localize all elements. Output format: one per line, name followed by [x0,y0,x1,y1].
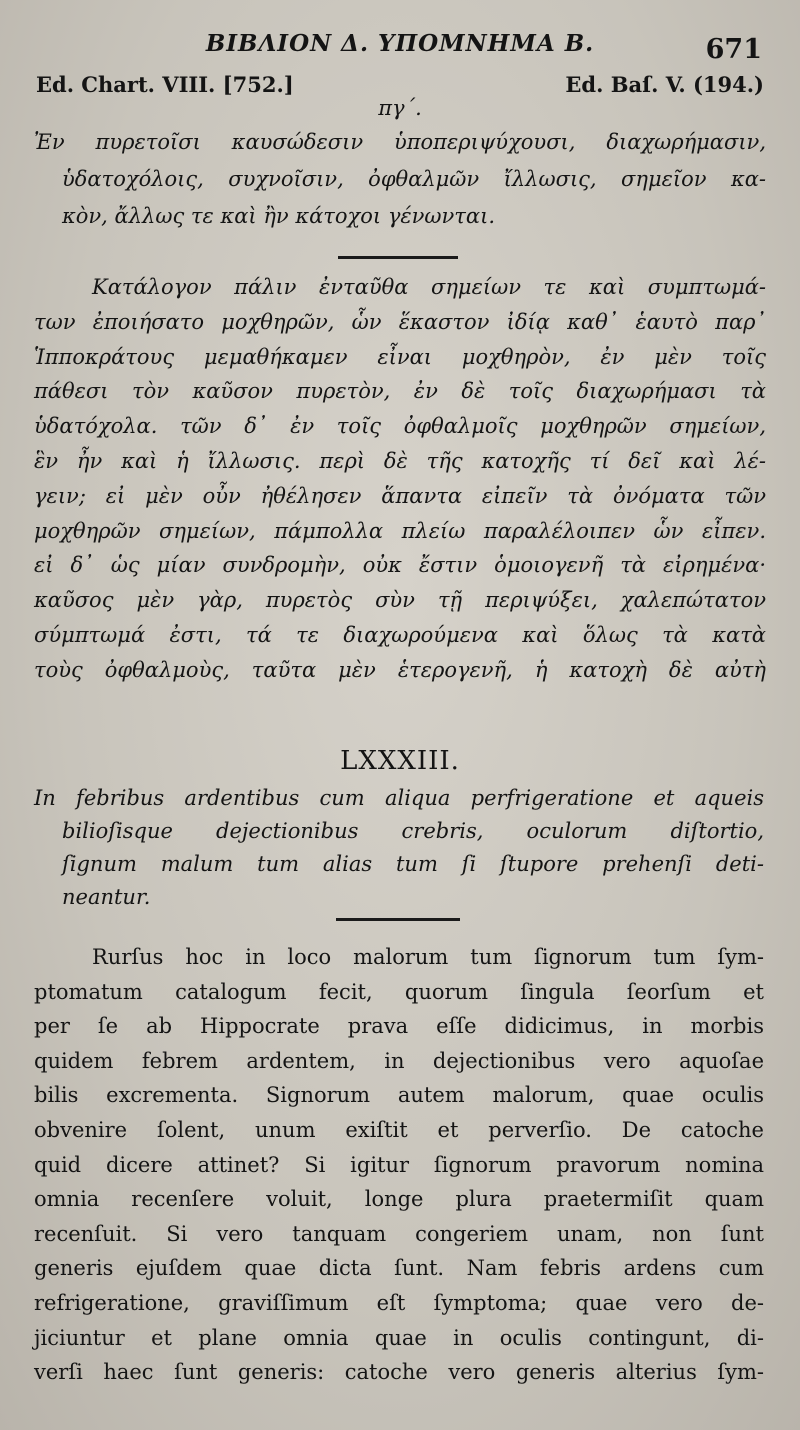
greek-commentary-line: ὑδατόχολα. τῶν δ᾽ ἐν τοῖς ὀφθαλμοῖς μοχθηρῶν σημείων, [34,414,766,439]
greek-commentary [34,270,766,688]
page-header [0,28,800,68]
latin-commentary-line: recenſuit. Si vero tanquam congeriem unam, non ſunt [34,1221,764,1246]
running-title: ΒΙΒΛΙΟΝ Δ. ΥΠΟΜΝΗΜΑ Β. [205,30,595,57]
latin-commentary-line: omnia recenſere voluit, longe plura praetermiſit quam [34,1187,764,1212]
latin-lemma-line: neantur. [62,885,151,909]
latin-commentary-line: ptomatum catalogum fecit, quorum ſingula ſeorſum et [34,979,764,1004]
latin-commentary-line: quidem febrem ardentem, in dejectionibus vero aquoſae [34,1048,764,1073]
page-number: 671 [705,34,762,65]
section-divider-rule [338,256,458,259]
greek-commentary-line: Κατάλογον πάλιν ἐνταῦθα σημείων τε καὶ συμπτωμά- [92,275,766,299]
latin-lemma-line: In febribus ardentibus cum aliqua perfrigeratione et aqueis [34,786,764,810]
latin-lemma-line: ſignum malum tum alias tum ſi ſtupore prehenſi deti- [62,852,764,876]
greek-lemma-line: κὸν, ἄλλως τε καὶ ἢν κάτοχοι γένωνται. [62,204,496,228]
greek-commentary-line: εἰ δ᾽ ὡς μίαν συνδρομὴν, οὐκ ἔστιν ὁμοιογενῆ τὰ εἰρημένα· [34,553,766,578]
greek-commentary-line: πάθεσι τὸν καῦσον πυρετὸν, ἐν δὲ τοῖς διαχωρήμασι τὰ [34,379,766,404]
greek-commentary-line: σύμπτωμά ἐστι, τά τε διαχωρούμενα καὶ ὅλως τὰ κατὰ [34,622,766,647]
greek-commentary-line: ἓν ἦν καὶ ἡ ἴλλωσις. περὶ δὲ τῆς κατοχῆς τί δεῖ καὶ λέ- [34,448,766,473]
latin-commentary-line: quid dicere attinet? Si igitur ſignorum pravorum nomina [34,1152,764,1177]
greek-commentary-line: μοχθηρῶν σημείων, πάμπολλα πλείω παραλέλοιπεν ὧν εἶπεν. [34,518,766,543]
greek-section-number: πγ΄. [378,96,422,120]
latin-commentary-line: Rurſus hoc in loco malorum tum ſignorum tum ſym- [92,945,764,969]
latin-commentary-line: jiciuntur et plane omnia quae in oculis contingunt, di- [34,1325,764,1350]
greek-lemma-line: ὑδατοχόλοις, συχνοῖσιν, ὀφθαλμῶν ἴλλωσις, σημεῖον κα- [62,167,766,191]
greek-commentary-line: γειν; εἰ μὲν οὖν ἠθέλησεν ἅπαντα εἰπεῖν τὰ ὀνόματα τῶν [34,483,766,508]
latin-commentary-line: bilis excrementa. Signorum autem malorum, quae oculis [34,1083,764,1108]
greek-commentary-line: των ἐποιήσατο μοχθηρῶν, ὧν ἕκαστον ἰδίᾳ καθ᾽ ἑαυτὸ παρ᾽ [34,309,766,334]
latin-lemma [34,782,764,914]
latin-commentary-line: generis ejuſdem quae dicta ſunt. Nam febris ardens cum [34,1256,764,1281]
latin-commentary-line: refrigeratione, graviſſimum eſt ſymptoma; quae vero de- [34,1290,764,1315]
latin-section-number: LXXXIII. [340,746,460,776]
latin-lemma-line: bilioſisque dejectionibus crebris, oculorum diſtortio, [62,819,764,843]
latin-commentary-line: per ſe ab Hippocrate prava eſſe didicimus, in morbis [34,1014,764,1039]
greek-commentary-line: τοὺς ὀφθαλμοὺς, ταῦτα μὲν ἑτερογενῆ, ἡ κατοχὴ δὲ αὐτὴ [34,657,766,682]
greek-commentary-line: καῦσος μὲν γὰρ, πυρετὸς σὺν τῇ περιψύξει, χαλεπώτατον [34,588,766,613]
greek-commentary-line: Ἱπποκράτους μεμαθήκαμεν εἶναι μοχθηρὸν, ἐν μὲν τοῖς [34,344,766,369]
latin-commentary-line: obvenire ſolent, unum exiſtit et perverſio. De catoche [34,1117,764,1142]
greek-lemma [34,124,766,235]
edition-chart-reference: Ed. Chart. VIII. [752.] [36,72,294,97]
greek-lemma-line: Ἐν πυρετοῖσι καυσώδεσιν ὑποπεριψύχουσι, διαχωρήμασιν, [34,130,766,154]
latin-commentary [34,940,764,1390]
edition-basel-reference: Ed. Baſ. V. (194.) [565,72,764,97]
section-divider-rule [336,918,460,921]
latin-commentary-line: verſi haec ſunt generis: catoche vero generis alterius ſym- [34,1360,764,1385]
